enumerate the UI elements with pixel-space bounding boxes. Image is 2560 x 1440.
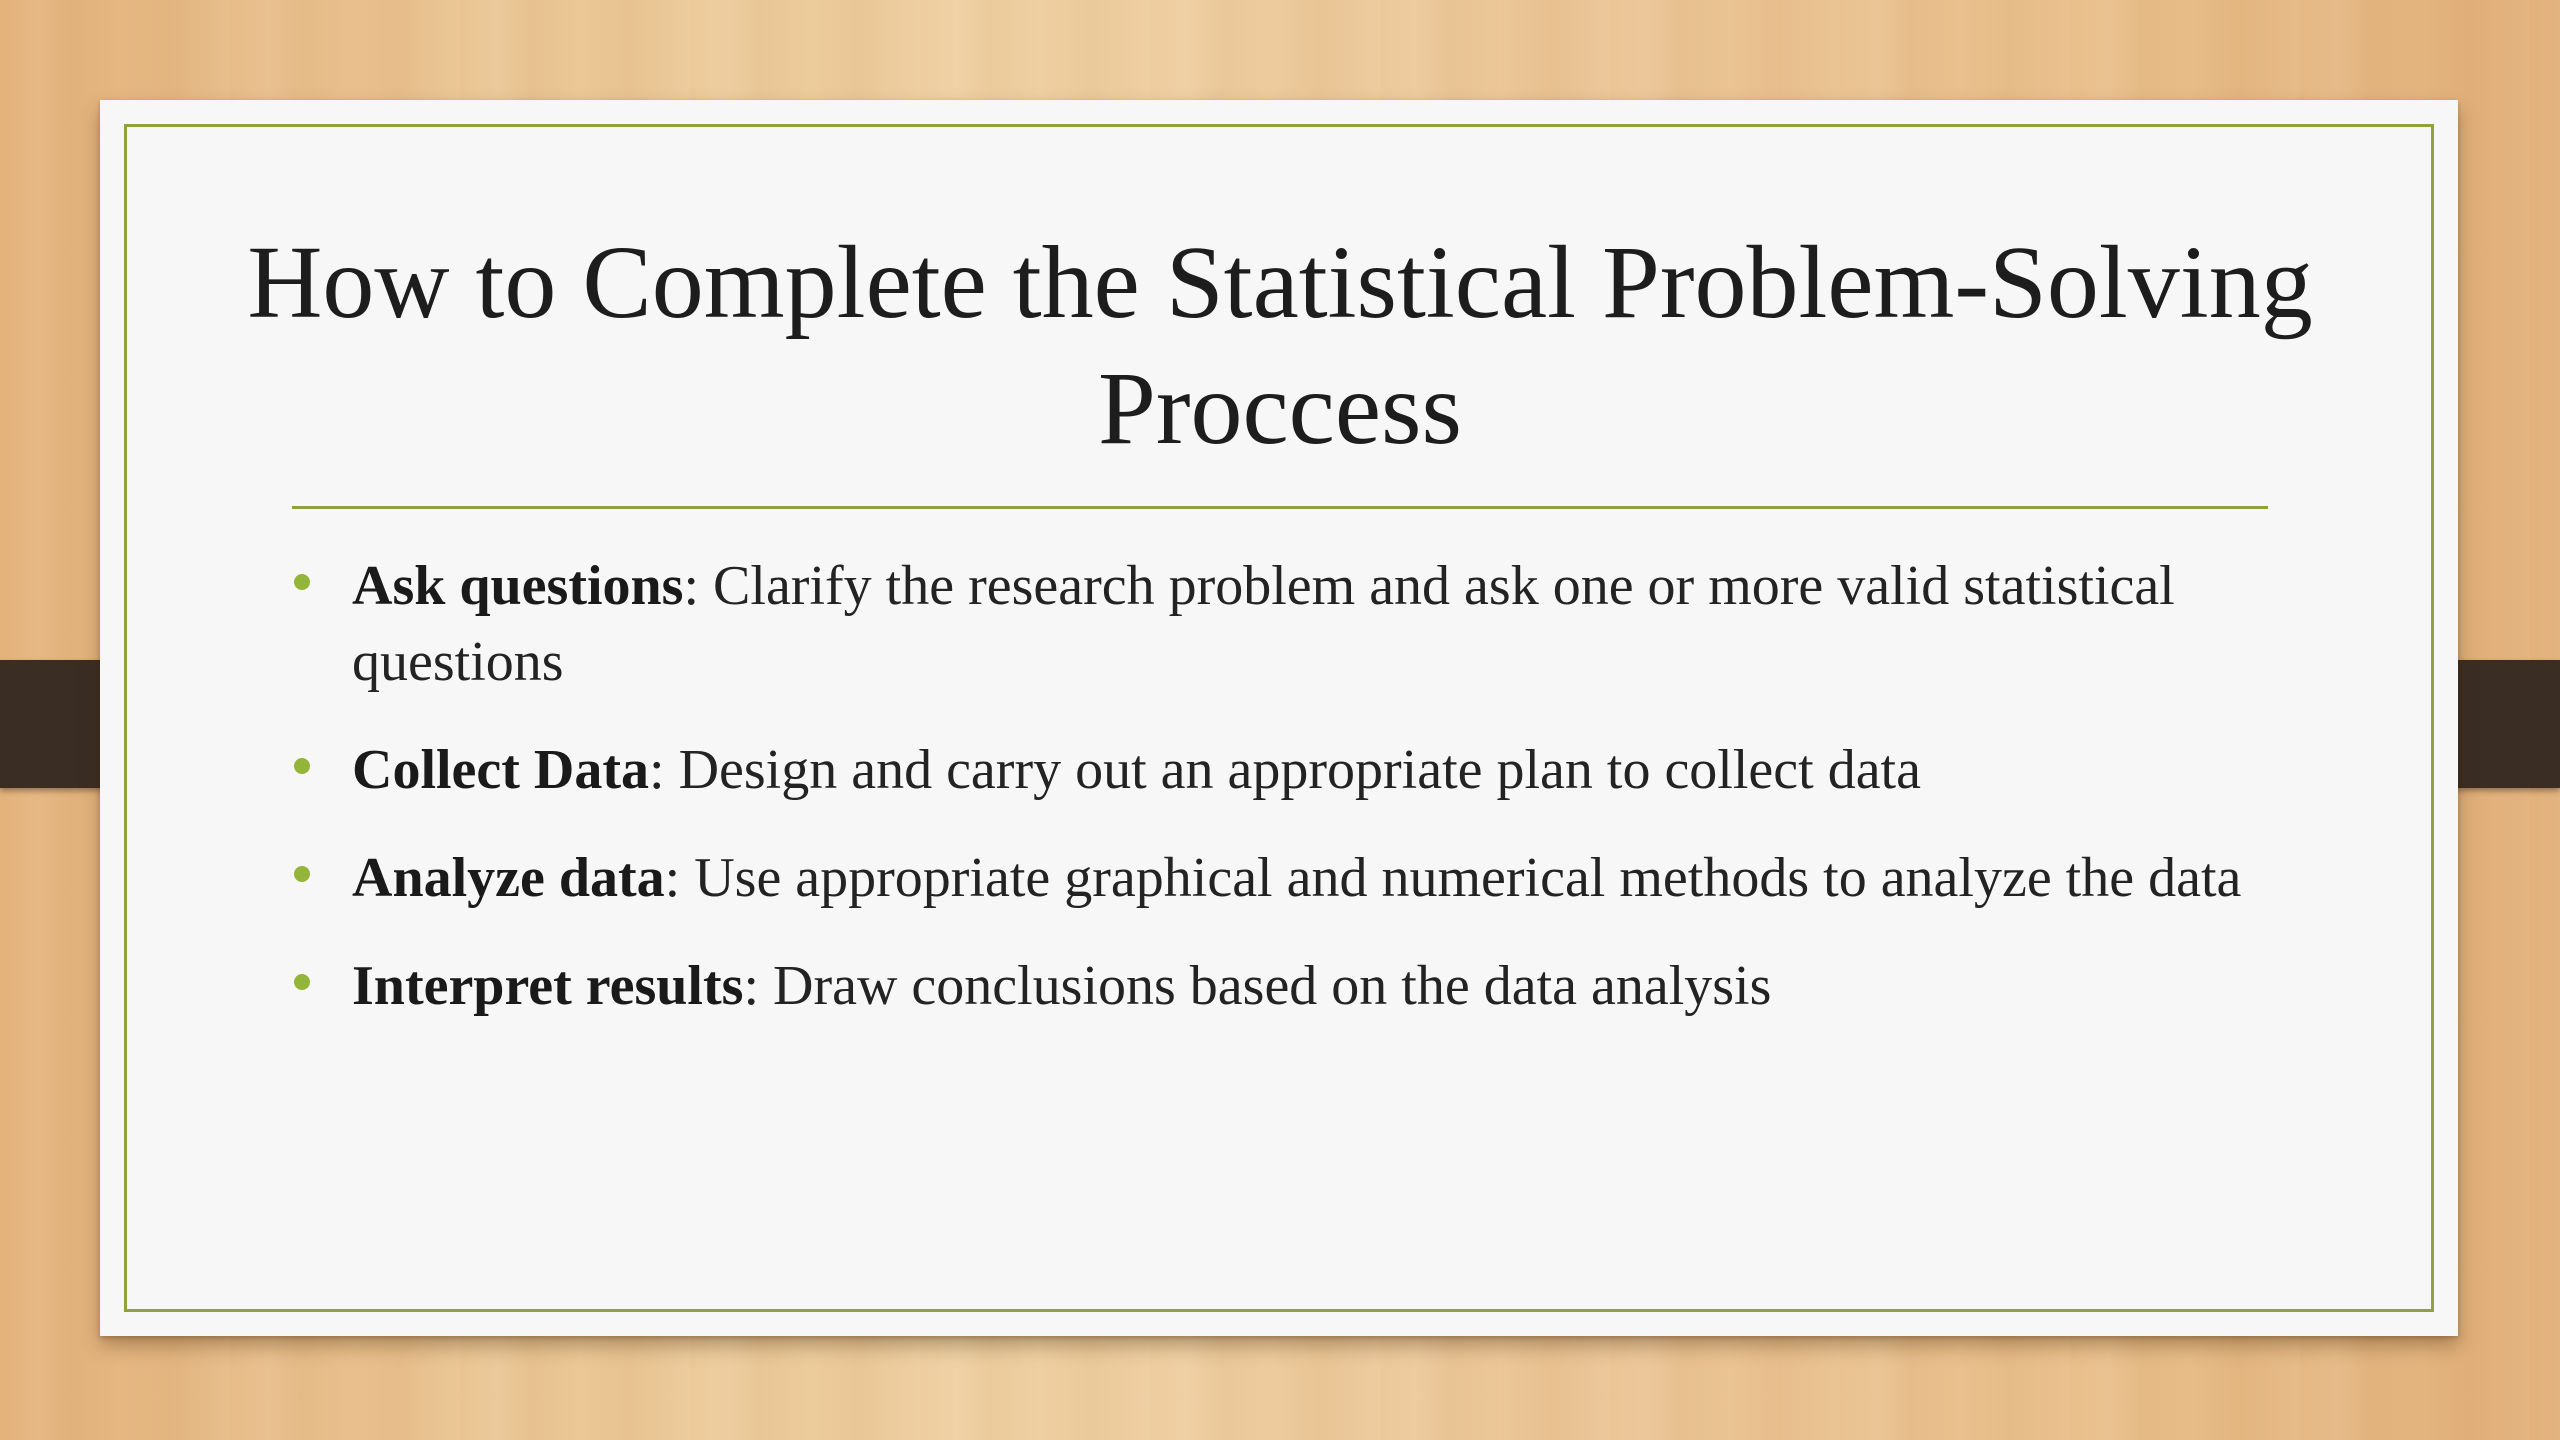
- bullet-dot-icon: [294, 574, 310, 590]
- bullet-collect-data: [290, 732, 2290, 808]
- bullet-dot-icon: [294, 974, 310, 990]
- title-divider: [292, 506, 2268, 509]
- bullet-list: [290, 548, 2290, 1056]
- bullet-text: : Design and carry out an appropriate plan to collect data: [649, 739, 1921, 801]
- bullet-term: Interpret results: [352, 955, 744, 1017]
- bullet-text: : Draw conclusions based on the data analysis: [743, 955, 1772, 1017]
- slide-title: How to Complete the Statistical Problem-Solving Proccess: [247, 225, 2313, 466]
- bullet-text: : Use appropriate graphical and numerical methods to analyze the data: [664, 847, 2242, 909]
- bullet-dot-icon: [294, 866, 310, 882]
- bullet-term: Collect Data: [352, 739, 650, 801]
- bullet-text: : Clarify the research problem and ask one or more valid statistical questions: [352, 555, 2175, 693]
- bullet-analyze-data: [290, 840, 2290, 916]
- bullet-interpret-results: [290, 948, 2290, 1024]
- bullet-term: Ask questions: [352, 555, 684, 617]
- bullet-ask-questions: [290, 548, 2290, 700]
- bullet-term: Analyze data: [352, 847, 665, 909]
- bullet-dot-icon: [294, 758, 310, 774]
